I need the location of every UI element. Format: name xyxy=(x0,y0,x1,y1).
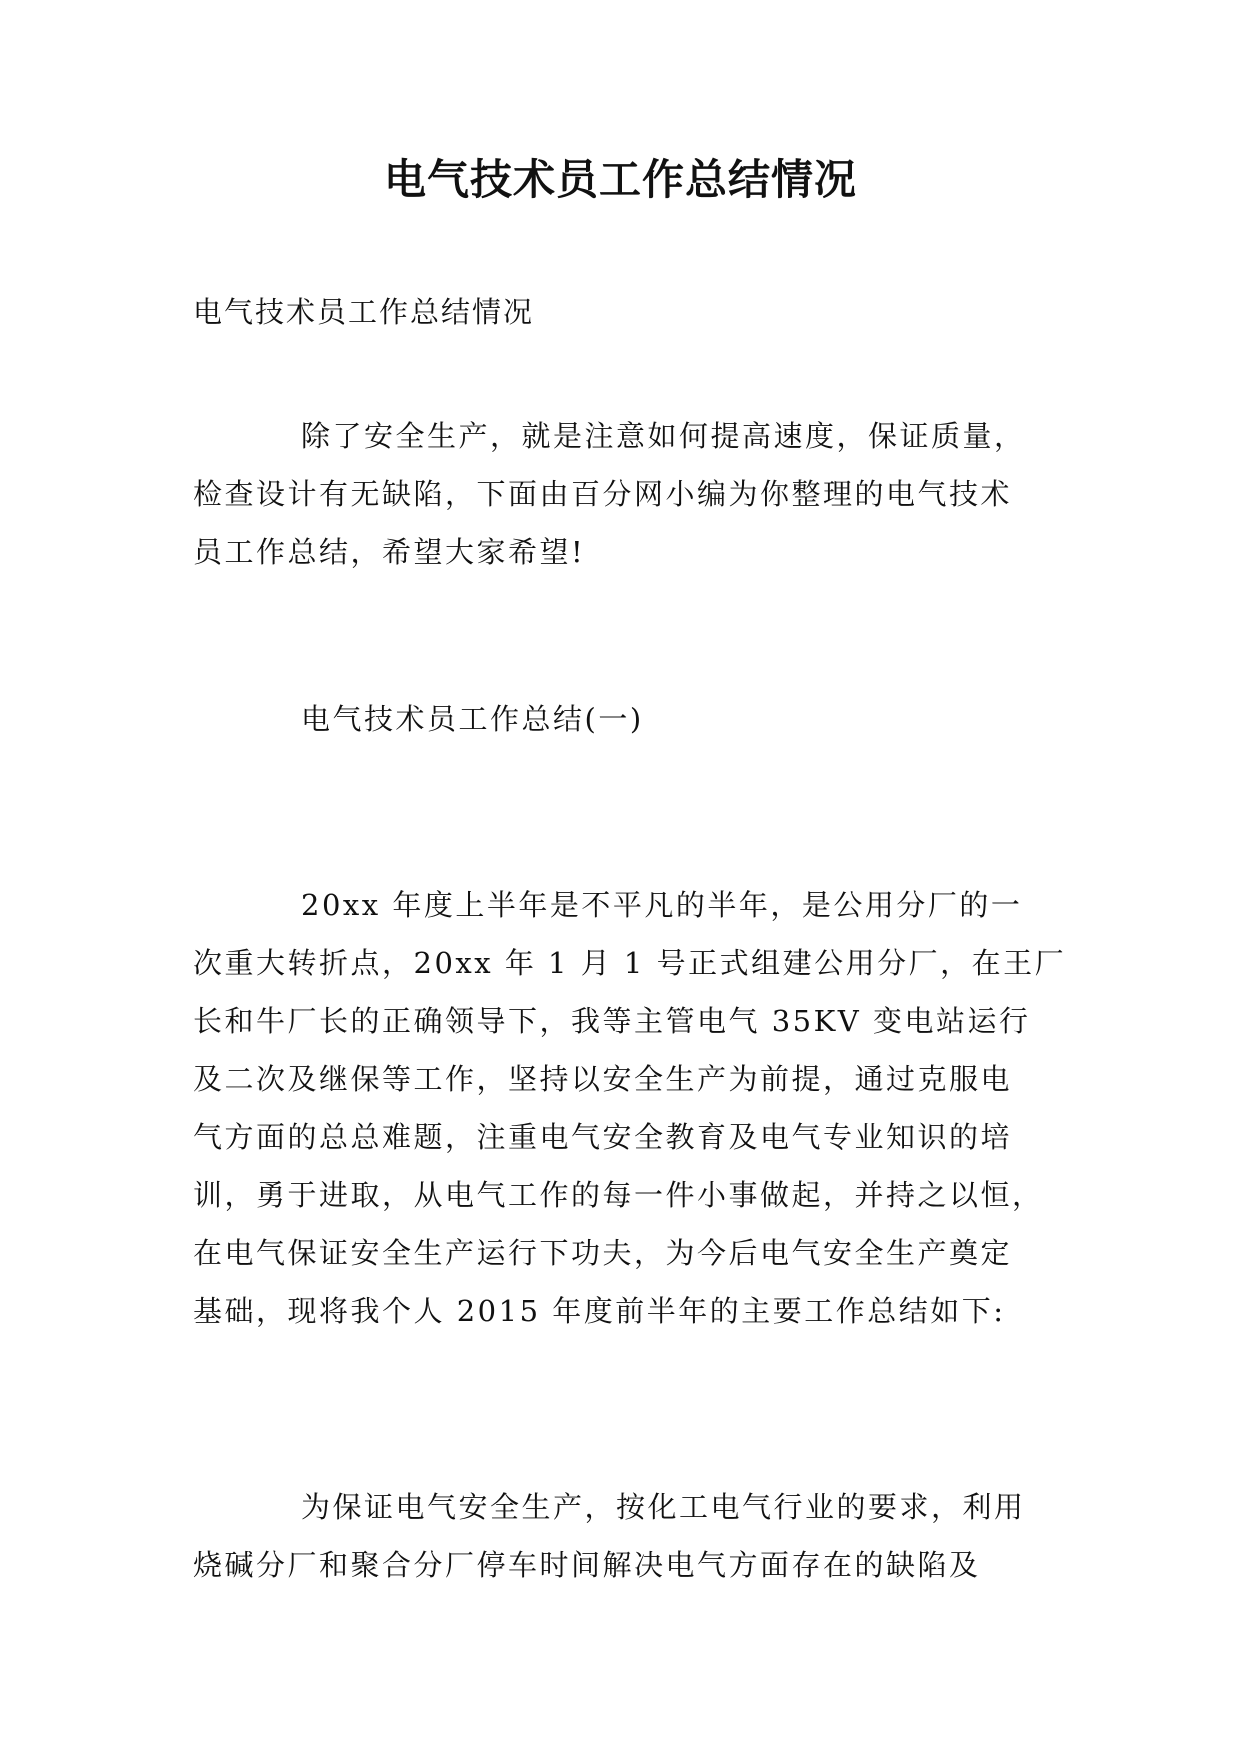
section-heading xyxy=(193,690,1073,748)
paragraph-line: 次重大转折点，20xx 年 1 月 1 号正式组建公用分厂，在王厂 xyxy=(193,946,1067,980)
paragraph-line: 为保证电气安全生产，按化工电气行业的要求，利用 xyxy=(301,1490,1026,1524)
body-paragraph-1 xyxy=(193,876,1073,1340)
paragraph-line: 气方面的总总难题，注重电气安全教育及电气专业知识的培 xyxy=(193,1120,1013,1154)
intro-paragraph xyxy=(193,407,1073,581)
document-title: 电气技术员工作总结情况 xyxy=(383,155,857,204)
paragraph-line: 除了安全生产，就是注意如何提高速度，保证质量， xyxy=(301,419,1026,453)
paragraph-line: 在电气保证安全生产运行下功夫，为今后电气安全生产奠定 xyxy=(193,1236,1013,1270)
section-heading-text: 电气技术员工作总结(一) xyxy=(301,702,644,736)
paragraph-line: 检查设计有无缺陷，下面由百分网小编为你整理的电气技术 xyxy=(193,477,1013,511)
paragraph-line: 及二次及继保等工作，坚持以安全生产为前提，通过克服电 xyxy=(193,1062,1013,1096)
body-paragraph-2 xyxy=(193,1478,1073,1594)
paragraph-line: 长和牛厂长的正确领导下，我等主管电气 35KV 变电站运行 xyxy=(193,1004,1031,1038)
paragraph-line: 基础，现将我个人 2015 年度前半年的主要工作总结如下: xyxy=(193,1294,1006,1328)
paragraph-line: 烧碱分厂和聚合分厂停车时间解决电气方面存在的缺陷及 xyxy=(193,1548,981,1582)
document-subtitle: 电气技术员工作总结情况 xyxy=(193,295,535,329)
paragraph-line: 20xx 年度上半年是不平凡的半年，是公用分厂的一 xyxy=(301,888,1023,922)
paragraph-line: 训，勇于进取，从电气工作的每一件小事做起，并持之以恒， xyxy=(193,1178,1044,1212)
paragraph-line: 员工作总结，希望大家希望! xyxy=(193,535,586,569)
